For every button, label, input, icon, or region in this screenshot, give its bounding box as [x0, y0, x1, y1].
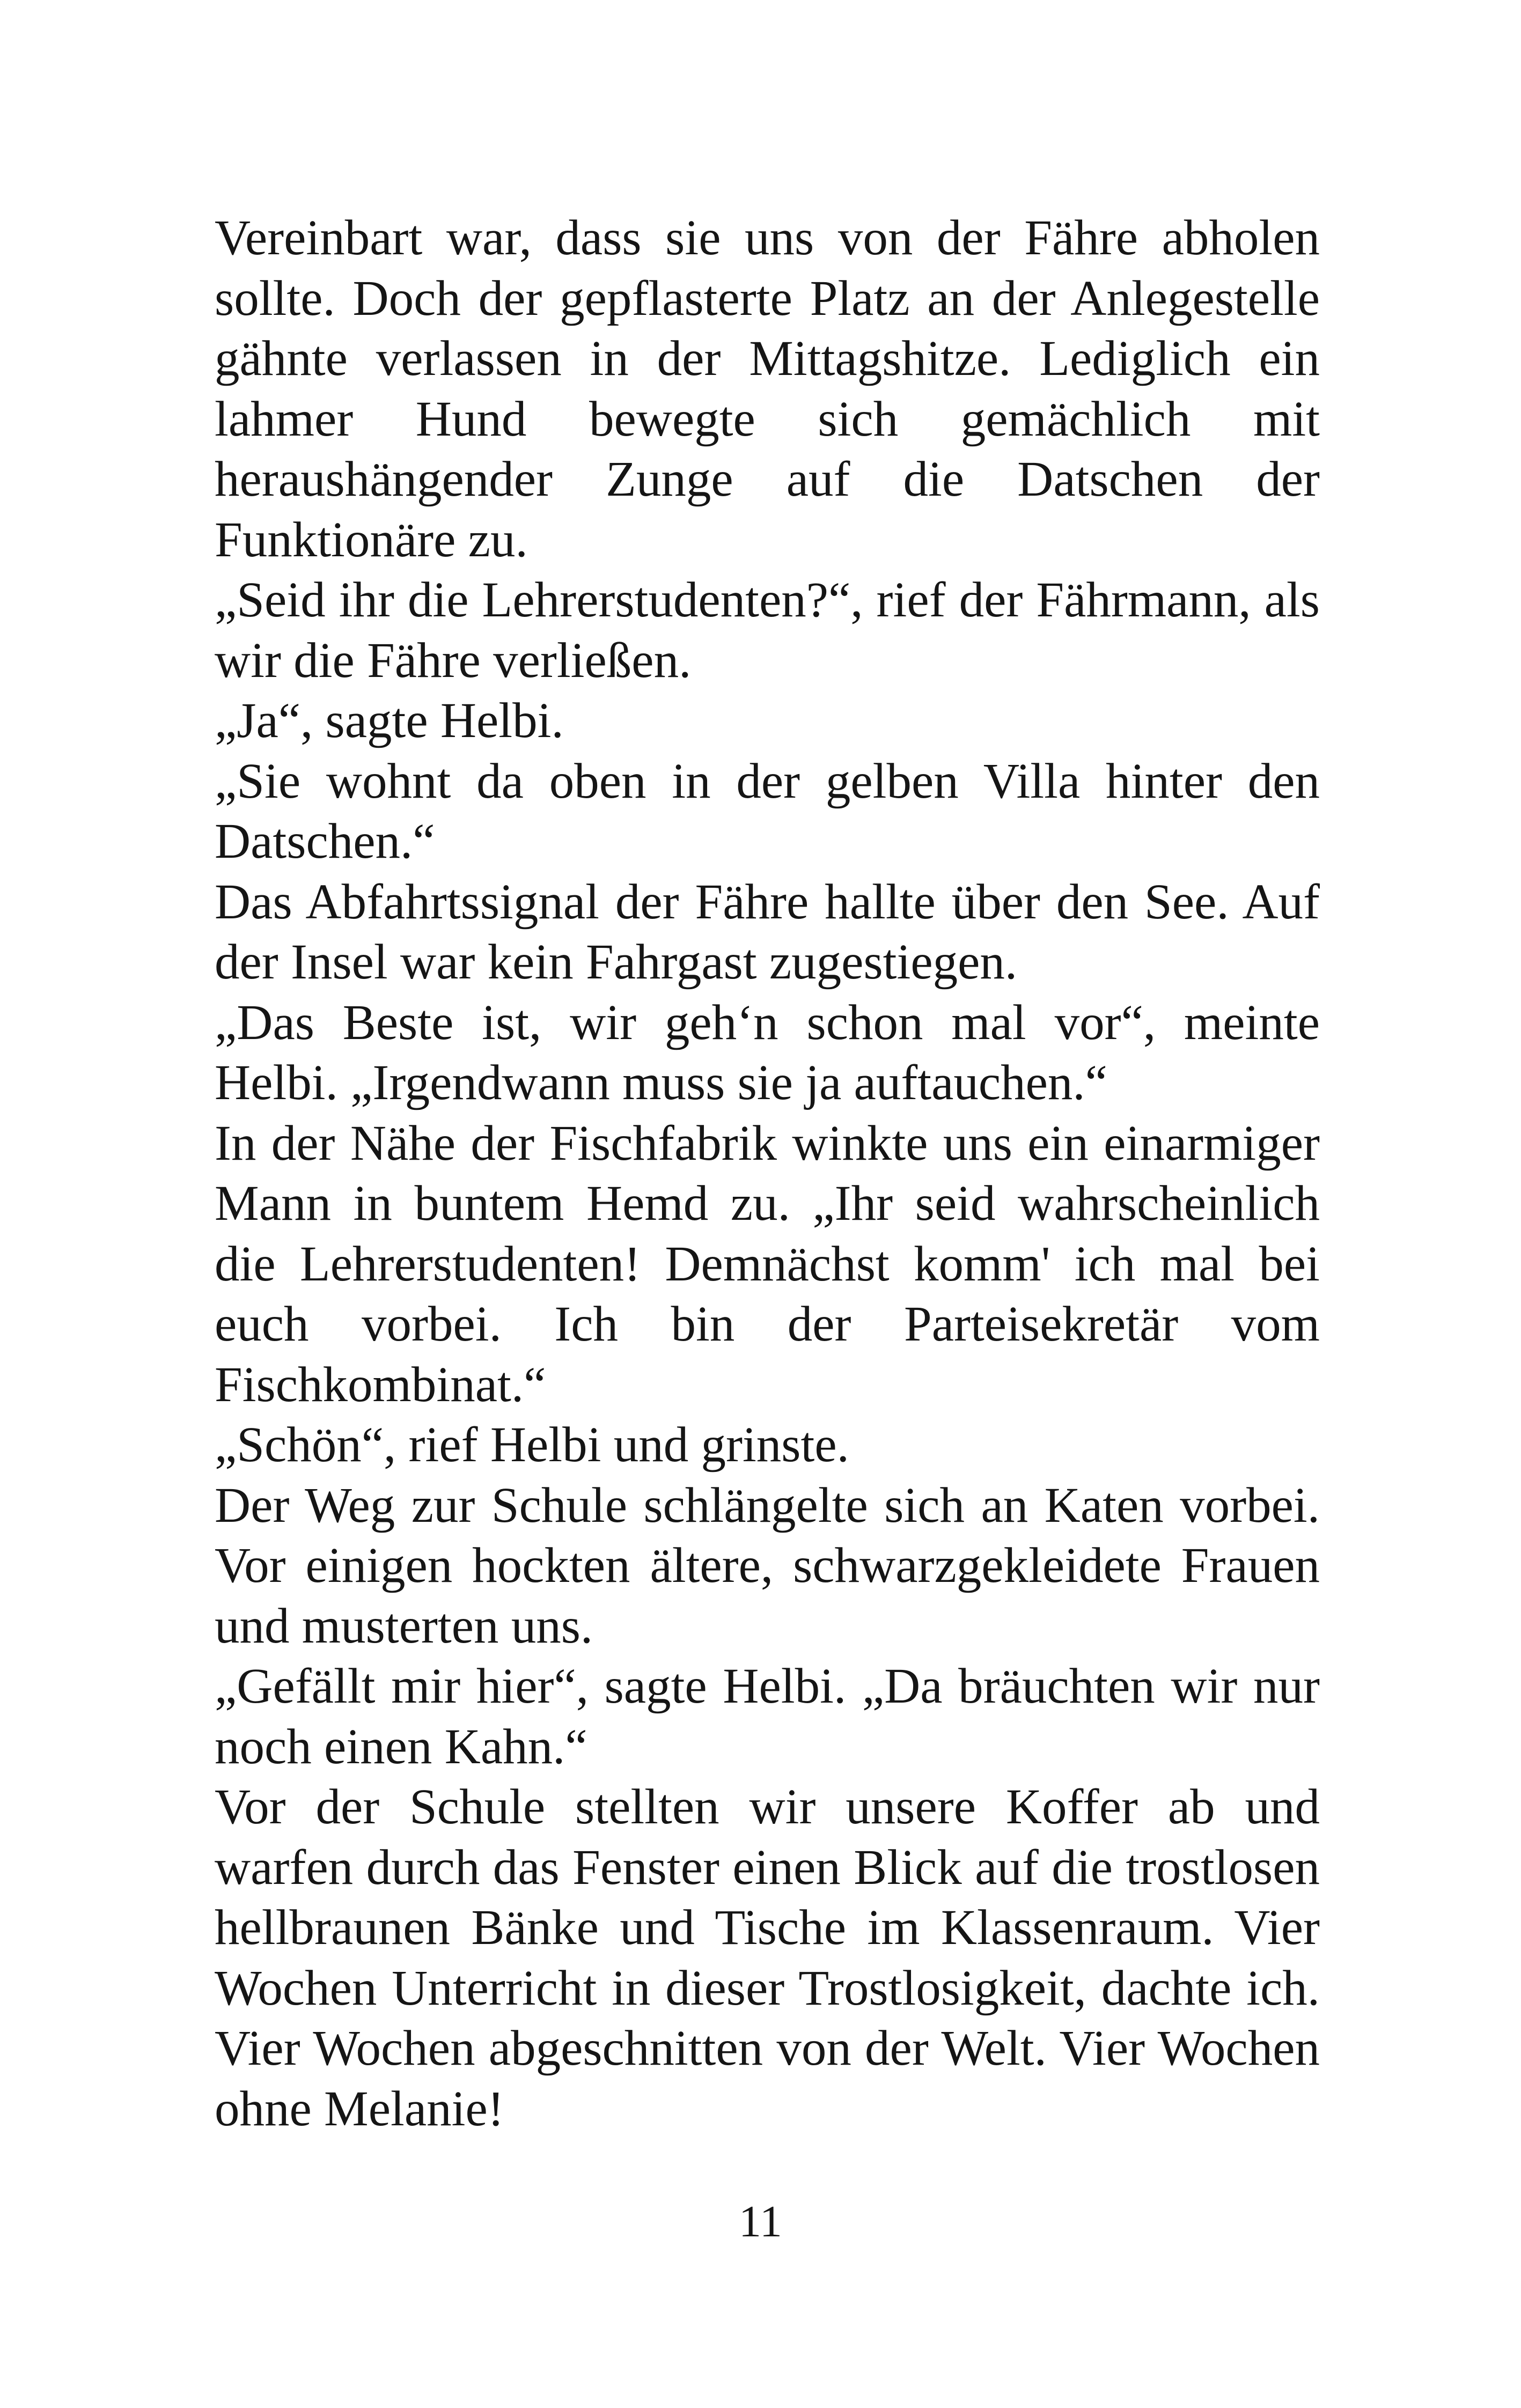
paragraph-need-a-boat: „Gefällt mir hier“, sagte Helbi. „Da bräuchten wir nur noch einen Kahn.“: [215, 1659, 1320, 1774]
paragraph-ferry-arrival: Vereinbart war, dass sie uns von der Fähre abholen sollte. Doch der gepflasterte Platz an der Anlegestelle gähnte verlassen in der Mittagshitze. Lediglich ein lahmer Hund bewegte sich gemächlich mit heraushängender Zunge auf die Datschen der Funktionäre zu.: [215, 210, 1320, 568]
paragraph-go-ahead: „Das Beste ist, wir geh‘n schon mal vor“, meinte Helbi. „Irgendwann muss sie ja auftauchen.“: [215, 995, 1320, 1110]
paragraph-departure-signal: Das Abfahrtssignal der Fähre hallte über den See. Auf der Insel war kein Fahrgast zugestiegen.: [215, 874, 1320, 990]
paragraph-way-to-school: Der Weg zur Schule schlängelte sich an Katen vorbei. Vor einigen hockten ältere, schwarzgekleidete Frauen und musterten uns.: [215, 1477, 1320, 1654]
paragraph-classroom: Vor der Schule stellten wir unsere Koffer ab und warfen durch das Fenster einen Blick auf die trostlosen hellbraunen Bänke und Tische im Klassenraum. Vier Wochen Unterricht in dieser Trostlosigkeit, dachte ich. Vier Wochen abgeschnitten von der Welt. Vier Wochen ohne Melanie!: [215, 1779, 1320, 2137]
paragraph-ferryman-question: „Seid ihr die Lehrerstudenten?“, rief der Fährmann, als wir die Fähre verließen.: [215, 572, 1320, 688]
paragraph-party-secretary: In der Nähe der Fischfabrik winkte uns ein einarmiger Mann in buntem Hemd zu. „Ihr seid wahrscheinlich die Lehrerstudenten! Demnächst komm' ich mal bei euch vorbei. Ich bin der Parteisekretär vom Fischkombinat.“: [215, 1115, 1320, 1412]
paragraph-helbi-yes: „Ja“, sagte Helbi.: [215, 693, 564, 748]
page-number: 11: [739, 2197, 782, 2247]
paragraph-yellow-villa: „Sie wohnt da oben in der gelben Villa hinter den Datschen.“: [215, 753, 1320, 869]
paragraph-helbi-grins: „Schön“, rief Helbi und grinste.: [215, 1417, 849, 1472]
body-text: [215, 208, 1320, 2139]
